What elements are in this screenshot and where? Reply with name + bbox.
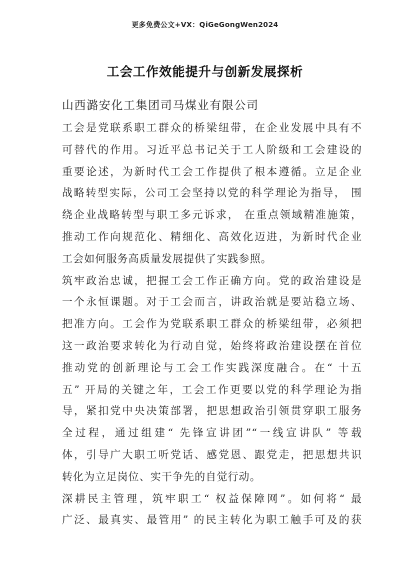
body-line: 全过程，通过组建“ 先锋宣讲团”“一线宣讲队” 等载 bbox=[62, 427, 362, 440]
document-title: 工会工作效能提升与创新发展探析 bbox=[106, 64, 304, 79]
body-line: 导，紧扣党中央决策部署，把思想政治引领贯穿职工服务 bbox=[62, 405, 362, 418]
body-line: 推动工作向规范化、精细化、高效化迈进，为新时代企业 bbox=[62, 230, 362, 243]
body-line: 体，引导广大职工听党话、感党恩、跟党走，把思想共识 bbox=[62, 448, 362, 461]
body-line: 转化为立足岗位、实干争先的自觉行动。 bbox=[62, 470, 261, 483]
author-organization: 山西潞安化工集团司马煤业有限公司 bbox=[62, 98, 259, 112]
body-line: 把准方向。工会作为党联系职工群众的桥梁纽带，必须把 bbox=[62, 318, 362, 331]
body-line: 重要论述，为新时代工会工作提供了根本遵循。立足企业 bbox=[62, 165, 362, 178]
body-line: 可替代的作用。习近平总书记关于工人阶级和工会建设的 bbox=[62, 143, 362, 156]
body-line: 推动党的创新理论与工会工作实践深度融合。在“ 十五 bbox=[62, 361, 362, 374]
body-line: 筑牢政治忠诚，把握工会工作正确方向。党的政治建设是 bbox=[62, 274, 362, 287]
body-line: 工会如何服务高质量发展提供了实践参照。 bbox=[62, 252, 272, 265]
body-line: 绕企业战略转型与职工多元诉求， 在重点领域精准施策， bbox=[62, 209, 362, 222]
document-body bbox=[62, 118, 362, 532]
body-line: 广泛、最真实、最管用” 的民主转化为职工触手可及的获 bbox=[62, 514, 362, 527]
promo-banner: 更多免费公文+VX：QiGeGongWen2024 bbox=[131, 21, 279, 29]
body-line: 一个永恒课题。对于工会而言，讲政治就是要站稳立场、 bbox=[62, 296, 362, 309]
body-line: 五” 开局的关键之年，工会工作更要以党的科学理论为指 bbox=[62, 383, 362, 396]
body-line: 战略转型实际，公司工会坚持以党的科学理论为指导， 围 bbox=[62, 187, 362, 200]
body-line: 工会是党联系职工群众的桥梁纽带，在企业发展中具有不 bbox=[62, 122, 362, 134]
body-line: 深耕民主管理，筑牢职工“ 权益保障网”。如何将“ 最 bbox=[62, 492, 362, 505]
body-line: 这一政治要求转化为行动自觉，始终将政治建设摆在首位 bbox=[62, 339, 362, 352]
